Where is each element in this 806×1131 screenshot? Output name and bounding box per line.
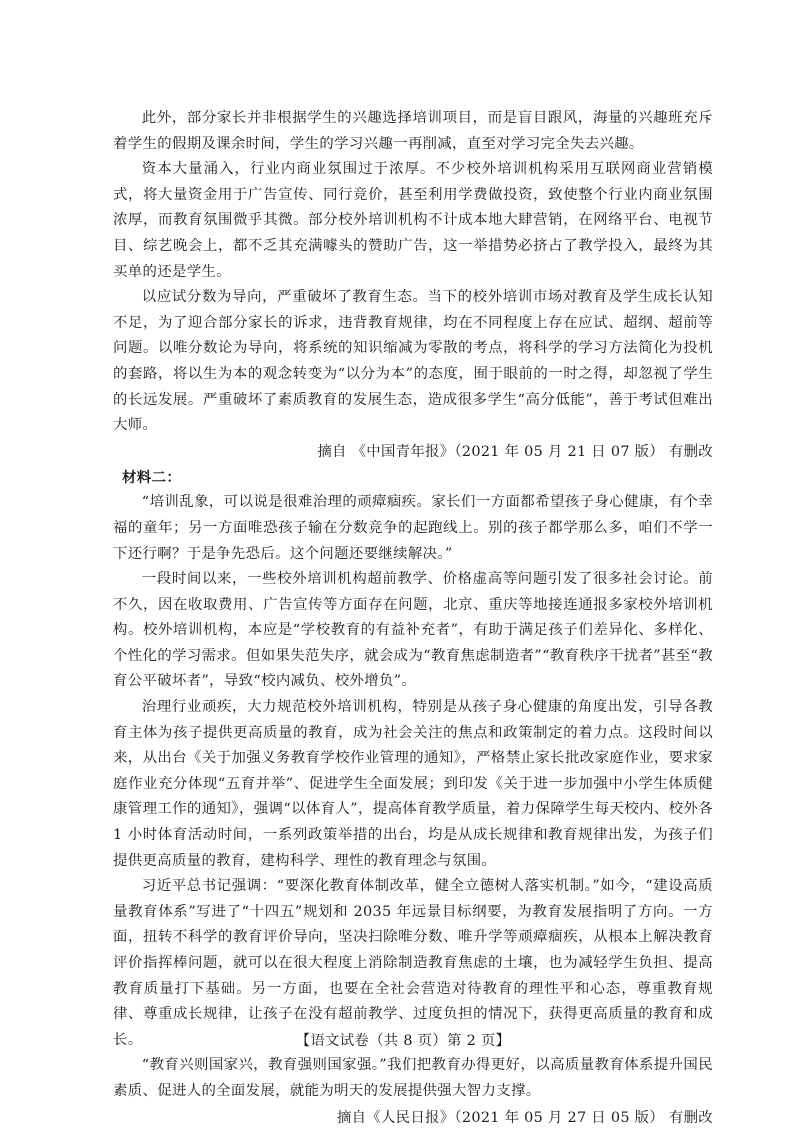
material-two-paragraph-1: “培训乱象，可以说是很难治理的顽瘴痼疾。家长们一方面都希望孩子身心健康，有个幸福的童年；另一方面唯恐孩子输在分数竞争的起跑线上。别的孩子都学那么多，咱们不学一下还行啊？于是争先恐后。这个问题还要继续解决。” (113, 494, 713, 562)
material-one-paragraph-3: 以应试分数为导向，严重破坏了教育生态。当下的校外培训市场对教育及学生成长认知不足，为了迎合部分家长的诉求，违背教育规律，均在不同程度上存在应试、超纲、超前等问题。以唯分数论为导向，将系统的知识缩减为零散的考点，将科学的学习方法简化为投机的套路，将以生为本的观念转变为“以分为本”的态度，囿于眼前的一时之得，却忽视了学生的长远发展。严重破坏了素质教育的发展生态，造成很多学生“高分低能”，善于考试但难出大师。 (113, 289, 713, 434)
material-two-paragraph-4: 习近平总书记强调：“要深化教育体制改革，健全立德树人落实机制。”如今，“建设高质量教育体系”写进了“十四五”规划和 2035 年远景目标纲要，为教育发展指明了方向。一方面，扭转不科学的教育评价导向，坚决扫除唯分数、唯升学等顽瘴痼疾，从根本上解决教育评价指挥棒问题，就可以在很大程度上消除制造教育焦虑的土壤，也为减轻学生负担、提高教育质量打下基础。另一方面，也要在全社会营造对待教育的理性平和心态，尊重教育规律、尊重成长规律，让孩子在没有超前教学、过度负担的情况下，获得更高质量的教育和成长。 (113, 878, 713, 1048)
material-one-source: 摘自 《中国青年报》（2021 年 05 月 21 日 07 版） 有删改 (317, 443, 713, 460)
material-one-section (113, 106, 713, 465)
material-two-source: 摘自《人民日报》（2021 年 05 月 27 日 05 版） 有删改 (336, 1109, 713, 1126)
material-two-paragraph-3: 治理行业顽疾，大力规范校外培训机构，特别是从孩子身心健康的角度出发，引导各教育主体为孩子提供更高质量的教育，成为社会关注的焦点和政策制定的着力点。这段时间以来，从出台《关于加强义务教育学校作业管理的通知》，严格禁止家长批改家庭作业，要求家庭作业充分体现“五育并举”、促进学生全面发展；到印发《关于进一步加强中小学生体质健康管理工作的通知》，强调“以体育人”，提高体育教学质量，着力保障学生每天校内、校外各 1 小时体育活动时间，一系列政策举措的出台，均是从成长规律和教育规律出发，为孩子们提供更高质量的教育，建构科学、理性的教育理念与氛围。 (113, 699, 713, 869)
material-two-paragraph-5: “教育兴则国家兴，教育强则国家强。”我们把教育办得更好，以高质量教育体系提升国民素质、促进人的全面发展，就能为明天的发展提供强大智力支撑。 (113, 1057, 713, 1099)
material-two-heading: 材料二： (122, 468, 182, 486)
material-one-paragraph-2: 资本大量涌入，行业内商业氛围过于浓厚。不少校外培训机构采用互联网商业营销模式，将大量资金用于广告宣传、同行竞价，甚至利用学费做投资，致使整个行业内商业氛围浓厚，而教育氛围微乎其微。部分校外培训机构不计成本地大肆营销，在网络平台、电视节目、综艺晚会上，都不乏其充满噱头的赞助广告，这一举措势必挤占了教学投入，最终为其买单的还是学生。 (113, 161, 713, 280)
material-one-paragraph-1: 此外，部分家长并非根据学生的兴趣选择培训项目，而是盲目跟风，海量的兴趣班充斥着学生的假期及课余时间，学生的学习兴趣一再削减，直至对学习完全失去兴趣。 (113, 110, 713, 152)
material-two-paragraph-2: 一段时间以来，一些校外培训机构超前教学、价格虚高等问题引发了很多社会讨论。前不久，因在收取费用、广告宣传等方面存在问题，北京、重庆等地接连通报多家校外培训机构。校外培训机构，本应是“学校教育的有益补充者”，有助于满足孩子们差异化、多样化、个性化的学习需求。但如果失范失序，就会成为“教育焦虑制造者”“教育秩序干扰者”甚至“教育公平破坏者”，导致“校内减负、校外增负”。 (113, 571, 713, 690)
page-content (113, 106, 713, 1131)
page-footer: 【语文试卷（共 8 页）第 2 页】 (295, 1033, 511, 1049)
